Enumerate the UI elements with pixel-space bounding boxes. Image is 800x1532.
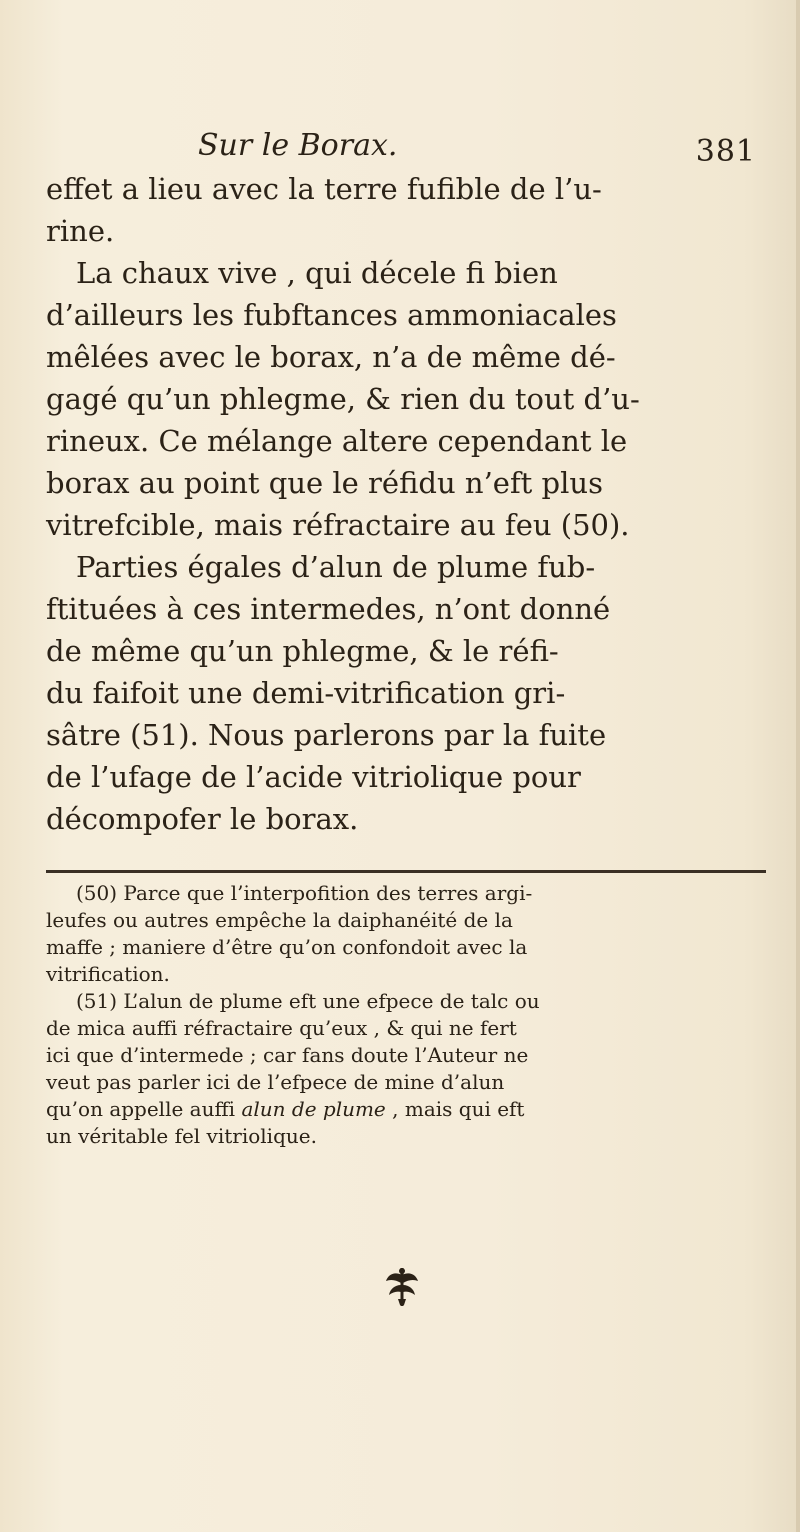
text-line: rine.: [46, 214, 115, 248]
footnote-line: vitrification.: [46, 962, 170, 986]
footnote-text: , mais qui eft: [385, 1097, 525, 1121]
footnote-line: (51) L’alun de plume eft une efpece de talc ou: [76, 989, 540, 1013]
footnote-line: maffe ; maniere d’être qu’on confondoit avec la: [46, 935, 528, 959]
footnote-italic-term: alun de plume: [241, 1097, 386, 1121]
paragraph-start-line: Parties égales d’alun de plume fub-: [76, 550, 596, 584]
footnote-line: de mica auffi réfractaire qu’eux , & qui ne fert: [46, 1016, 517, 1040]
text-line: de l’ufage de l’acide vitriolique pour: [46, 760, 581, 794]
footnote-line: un véritable fel vitriolique.: [46, 1124, 317, 1148]
text-line: rineux. Ce mélange altere cependant le: [46, 424, 628, 458]
text-line: mêlées avec le borax, n’a de même dé-: [46, 340, 616, 374]
footnote-divider: [46, 870, 766, 873]
footnote-line: [46, 1096, 762, 1123]
text-line: du faifoit une demi-vitrification gri-: [46, 676, 566, 710]
page-edge: [796, 0, 800, 1532]
text-line: de même qu’un phlegme, & le réfi-: [46, 634, 559, 668]
footnote-line: ici que d’intermede ; car fans doute l’Auteur ne: [46, 1043, 529, 1067]
footnote-line: (50) Parce que l’interpofition des terres argi-: [76, 881, 533, 905]
footnote-text: qu’on appelle auffi: [46, 1097, 242, 1121]
text-line: vitrefcible, mais réfractaire au feu (50).: [46, 508, 630, 542]
text-line: effet a lieu avec la terre fufible de l’u-: [46, 172, 602, 206]
text-line: décompofer le borax.: [46, 802, 359, 836]
fleuron-icon: [380, 1265, 424, 1309]
page-header: [44, 128, 756, 169]
footnote-line: leufes ou autres empêche la daiphanéité de la: [46, 908, 513, 932]
text-line: borax au point que le réfidu n’eft plus: [46, 466, 603, 500]
main-text: [46, 168, 746, 840]
text-line: ftituées à ces intermedes, n’ont donné: [46, 592, 611, 626]
paragraph-start-line: La chaux vive , qui décele fi bien: [76, 256, 558, 290]
text-line: d’ailleurs les fubftances ammoniacales: [46, 298, 617, 332]
text-line: sâtre (51). Nous parlerons par la fuite: [46, 718, 607, 752]
footnotes: [46, 880, 762, 1150]
page-number: 381: [695, 134, 756, 169]
running-title: Sur le Borax.: [198, 128, 398, 163]
footnote-line: veut pas parler ici de l’efpece de mine d’alun: [46, 1070, 505, 1094]
text-line: gagé qu’un phlegme, & rien du tout d’u-: [46, 382, 640, 416]
